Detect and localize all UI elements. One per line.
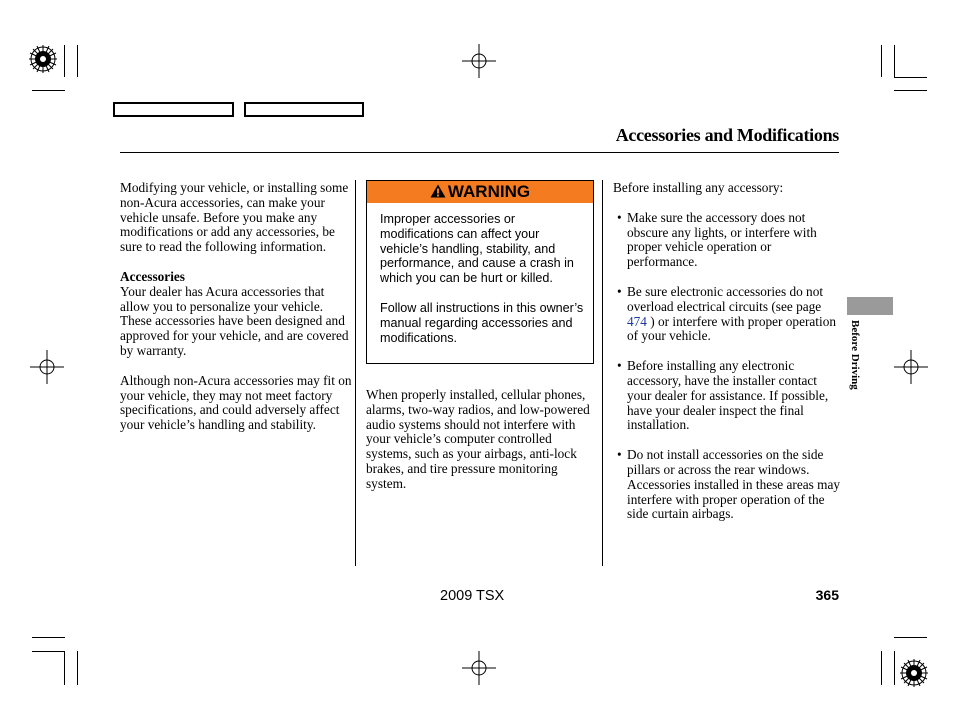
warning-paragraph: Improper accessories or modifications can affect your vehicle’s handling, stability, and performance, and cause a crash in which you can be hurt or killed. [380, 212, 574, 286]
registration-crosshair-icon [462, 651, 496, 685]
accessories-paragraph: Your dealer has Acura accessories that allow you to personalize your vehicle. These accessories have been designed and approved for your vehicle, and are covered by warranty. [120, 283, 349, 358]
accessories-heading: Accessories [120, 268, 185, 284]
non-acura-paragraph: Although non-Acura accessories may fit on your vehicle, they may not meet factory specifications, and could adversely affect your vehicle’s handling and stability. [120, 372, 352, 433]
page-link[interactable]: 474 [627, 313, 647, 329]
warning-header [367, 181, 593, 203]
checklist-intro: Before installing any accessory: [613, 180, 784, 195]
column-divider [602, 180, 603, 566]
intro-paragraph: Modifying your vehicle, or installing some non-Acura accessories, can make your vehicle unsafe. Before you make any modifications or add any accessories, be sure to read the following information. [120, 180, 349, 255]
main-menu-button[interactable] [113, 102, 234, 117]
registration-crosshair-icon [462, 44, 496, 78]
left-column [120, 181, 352, 433]
list-item-text: Be sure electronic accessories do not overload electrical circuits (see page [627, 283, 824, 314]
warning-triangle-icon [430, 184, 446, 198]
warning-body [380, 212, 585, 345]
page-number: 365 [815, 587, 839, 603]
registration-sunburst-icon [899, 658, 929, 688]
list-item-text: ) or interfere with proper operation of your vehicle. [627, 313, 836, 344]
list-item-text: Do not install accessories on the side pillars or across the rear windows. Accessories installed in these areas may interfere with proper operation of the side curtain airbags. [627, 447, 841, 522]
section-tab[interactable] [847, 297, 893, 315]
registration-crosshair-icon [30, 350, 64, 384]
registration-crosshair-icon [894, 350, 928, 384]
right-column [613, 181, 841, 522]
list-item [613, 448, 841, 522]
page-title: Accessories and Modifications [615, 125, 839, 145]
table-of-contents-button[interactable] [244, 102, 364, 117]
list-item-text: Before installing any electronic accessory, have the installer contact your dealer for assistance. If possible, have your dealer inspect the final installation. [627, 358, 829, 433]
header-rule [120, 152, 839, 153]
registration-sunburst-icon [28, 44, 58, 74]
footer-model: 2009 TSX [440, 588, 505, 604]
column-divider [355, 180, 356, 566]
accessory-checklist [613, 211, 841, 522]
installation-paragraph: When properly installed, cellular phones, alarms, two-way radios, and low-powered audio systems should not interfere with your vehicle’s computer controlled systems, such as your airbags, anti-lock brakes, and tire pressure monitoring system. [366, 387, 590, 491]
list-item [613, 285, 841, 344]
warning-paragraph: Follow all instructions in this owner’s manual regarding accessories and modifications. [380, 300, 584, 345]
section-tab-label: Before Driving [849, 320, 861, 390]
list-item-text: Make sure the accessory does not obscure any lights, or interfere with proper vehicle operation or performance. [627, 209, 817, 270]
list-item [613, 211, 841, 270]
warning-box [366, 180, 594, 364]
list-item [613, 359, 841, 433]
middle-column [366, 388, 596, 492]
warning-title: WARNING [447, 182, 531, 201]
